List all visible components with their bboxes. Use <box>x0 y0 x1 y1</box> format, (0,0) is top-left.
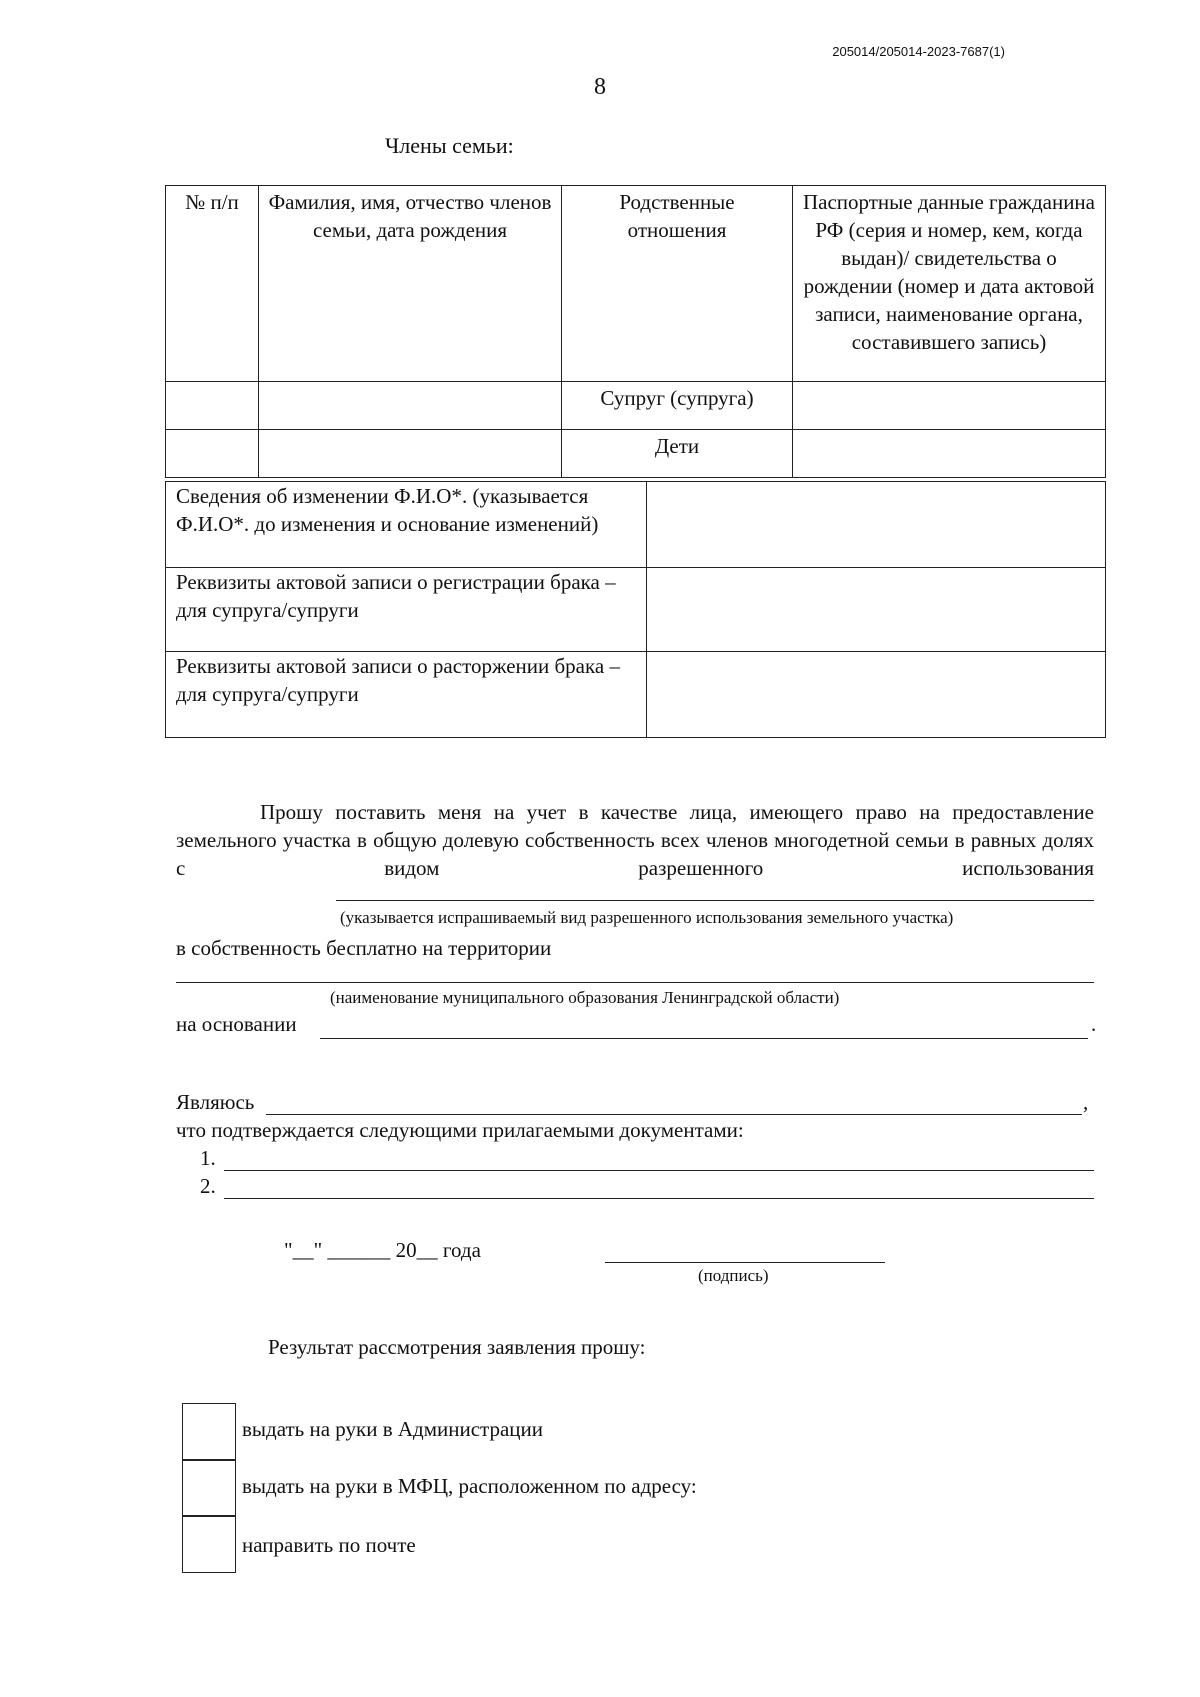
table-row <box>166 430 1106 478</box>
document-item-1-number: 1. <box>200 1146 216 1170</box>
cell-passport[interactable] <box>793 382 1106 430</box>
table-row <box>166 568 1106 652</box>
basis-input-line[interactable] <box>320 1038 1088 1039</box>
date-field[interactable]: "__" ______ 20__ года <box>284 1238 481 1262</box>
territory-input-line[interactable] <box>176 982 1094 983</box>
status-comma: , <box>1083 1090 1089 1114</box>
col-passport-header: Паспортные данные гражданина РФ (серия и номер, кем, когда выдан)/ свидетельства о рождении (номер и дата актовой записи, наименование органа, составившего запись) <box>793 186 1106 382</box>
divorce-record-value[interactable] <box>647 652 1106 738</box>
territory-text: в собственность бесплатно на территории <box>176 936 552 960</box>
usage-hint: (указывается испрашиваемый вид разрешенного использования земельного участка) <box>340 908 954 927</box>
status-label: Являюсь <box>176 1090 255 1114</box>
page-number: 8 <box>594 74 606 100</box>
document-id: 205014/205014-2023-7687(1) <box>832 44 1005 59</box>
document-item-1-line[interactable] <box>224 1170 1094 1171</box>
col-name-header: Фамилия, имя, отчество членов семьи, дата рождения <box>259 186 562 382</box>
basis-period: . <box>1091 1012 1097 1036</box>
documents-intro: что подтверждается следующими прилагаемыми документами: <box>176 1118 744 1142</box>
col-relation-header: Родственные отношения <box>562 186 793 382</box>
municipality-hint: (наименование муниципального образования Ленинградской области) <box>330 988 840 1007</box>
signature-hint: (подпись) <box>698 1266 769 1285</box>
signature-line[interactable] <box>605 1262 885 1263</box>
table-row <box>166 382 1106 430</box>
marriage-record-value[interactable] <box>647 568 1106 652</box>
checkbox-mfc[interactable] <box>182 1459 236 1517</box>
checkbox-administration[interactable] <box>182 1403 236 1461</box>
option-mfc: выдать на руки в МФЦ, расположенном по адресу: <box>242 1474 697 1498</box>
divorce-record-label: Реквизиты актовой записи о расторжении брака – для супруга/супруги <box>166 652 647 738</box>
status-input-line[interactable] <box>266 1114 1082 1115</box>
basis-label: на основании <box>176 1012 297 1036</box>
option-administration: выдать на руки в Администрации <box>242 1417 544 1441</box>
cell-name[interactable] <box>259 382 562 430</box>
cell-number[interactable] <box>166 382 259 430</box>
col-number-header: № п/п <box>166 186 259 382</box>
cell-relation: Супруг (супруга) <box>562 382 793 430</box>
result-title: Результат рассмотрения заявления прошу: <box>268 1335 646 1359</box>
name-change-label: Сведения об изменении Ф.И.О*. (указывается Ф.И.О*. до изменения и основание изменений) <box>166 482 647 568</box>
family-details-table <box>165 481 1106 738</box>
family-members-title: Члены семьи: <box>385 133 514 158</box>
table-row <box>166 652 1106 738</box>
cell-passport[interactable] <box>793 430 1106 478</box>
request-paragraph: Прошу поставить меня на учет в качестве лица, имеющего право на предоставление земельного участка в общую долевую собственность всех членов многодетной семьи в равных долях с видом разрешенного использования <box>176 800 1094 880</box>
cell-number[interactable] <box>166 430 259 478</box>
document-item-2-number: 2. <box>200 1174 216 1198</box>
usage-input-line[interactable] <box>336 900 1094 901</box>
name-change-value[interactable] <box>647 482 1106 568</box>
table-row <box>166 482 1106 568</box>
document-item-2-line[interactable] <box>224 1198 1094 1199</box>
table-header-row <box>166 186 1106 382</box>
cell-relation: Дети <box>562 430 793 478</box>
family-members-table <box>165 185 1106 478</box>
option-post: направить по почте <box>242 1533 416 1557</box>
cell-name[interactable] <box>259 430 562 478</box>
checkbox-post[interactable] <box>182 1515 236 1573</box>
marriage-record-label: Реквизиты актовой записи о регистрации брака – для супруга/супруги <box>166 568 647 652</box>
